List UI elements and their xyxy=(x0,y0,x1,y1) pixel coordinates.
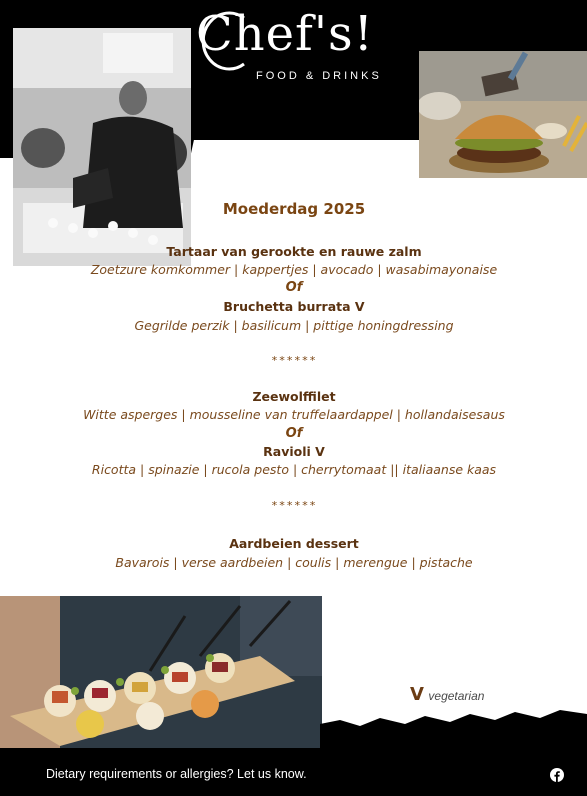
facebook-icon[interactable] xyxy=(550,768,564,782)
or-label: Of xyxy=(285,280,303,295)
torn-paper-edge-bottom xyxy=(320,706,587,750)
course-separator: ****** xyxy=(271,499,317,512)
brand-name: Chef's! xyxy=(196,6,374,62)
main-1-desc: Witte asperges | mousseline van truffelaardappel | hollandaisesaus xyxy=(83,407,505,422)
starter-1-desc: Zoetzure komkommer | kappertjes | avocado | wasabimayonaise xyxy=(90,262,498,277)
or-label: Of xyxy=(285,426,303,441)
dessert-desc: Bavarois | verse aardbeien | coulis | merengue | pistache xyxy=(115,555,473,570)
course-separator: ****** xyxy=(271,354,317,367)
brand-logo xyxy=(196,6,396,86)
appetizer-photo xyxy=(0,596,322,749)
brand-tagline: FOOD & DRINKS xyxy=(256,70,382,82)
menu-title: Moederdag 2025 xyxy=(222,200,366,218)
main-2-name: Ravioli V xyxy=(263,444,325,459)
starter-2-desc: Gegrilde perzik | basilicum | pittige honingdressing xyxy=(134,318,454,333)
footer-text: Dietary requirements or allergies? Let us know. xyxy=(46,767,307,781)
vegetarian-legend xyxy=(410,684,484,705)
dessert-name: Aardbeien dessert xyxy=(229,536,359,551)
main-1-name: Zeewolffilet xyxy=(252,389,336,404)
burger-photo xyxy=(419,51,587,178)
main-2-desc: Ricotta | spinazie | rucola pesto | cherrytomaat || italiaanse kaas xyxy=(91,462,497,477)
vegetarian-label: vegetarian xyxy=(428,689,485,703)
vegetarian-symbol: V xyxy=(410,684,424,705)
starter-1-name: Tartaar van gerookte en rauwe zalm xyxy=(166,244,422,259)
chef-photo xyxy=(13,28,191,266)
starter-2-name: Bruchetta burrata V xyxy=(223,299,365,314)
